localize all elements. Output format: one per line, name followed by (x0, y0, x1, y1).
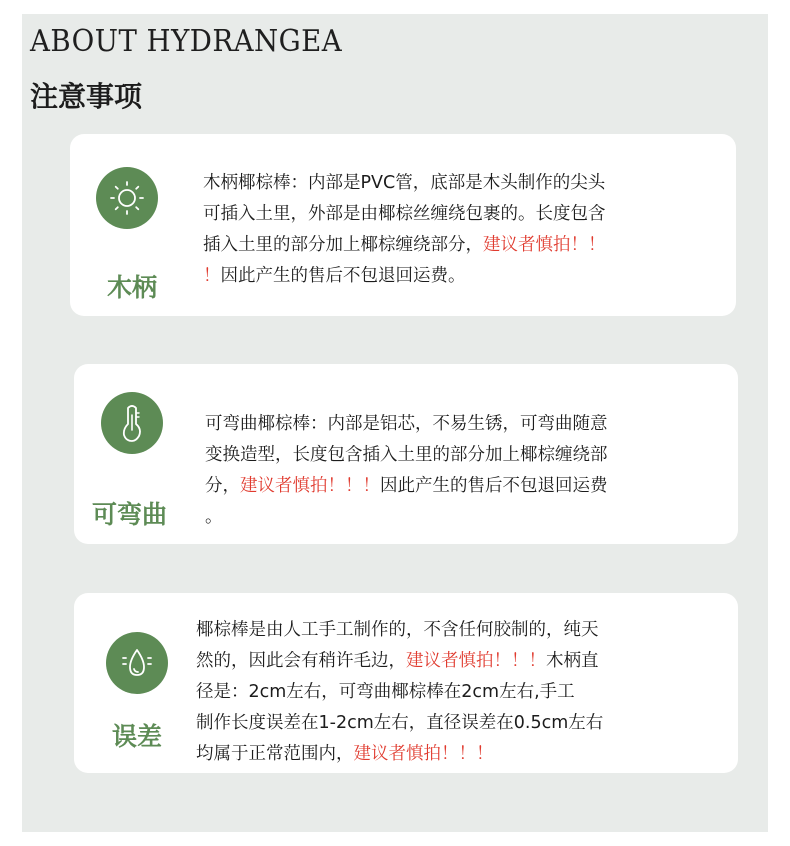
water-drop-icon (106, 632, 168, 694)
warning-text: 建议者慎拍！！！ (406, 651, 546, 671)
text-line (203, 230, 606, 261)
card-label: 可弯曲 (92, 500, 168, 529)
thermometer-icon (101, 392, 163, 454)
text-line (205, 502, 608, 533)
card-description (203, 168, 606, 292)
notice-card-tolerance (74, 593, 738, 773)
warning-text: 建议者慎拍！！！ (240, 476, 380, 496)
card-label: 误差 (112, 722, 163, 751)
brand-title: ABOUT HYDRANGEA (30, 24, 343, 59)
text-segment: 木柄直 (546, 651, 599, 671)
text-line (196, 677, 603, 708)
text-segment: 因此产生的售后不包退回运费 (380, 476, 608, 496)
text-line (196, 708, 603, 739)
warning-text: 建议者慎拍！！！ (353, 744, 494, 764)
text-segment: 均属于正常范围内， (196, 744, 354, 764)
text-segment: 木柄椰棕棒：内部是PVC管，底部是木头制作的尖头 (203, 173, 606, 193)
text-segment: 制作长度误差在1-2cm左右，直径误差在0.5cm左右 (196, 713, 604, 733)
text-segment: 变换造型，长度包含插入土里的部分加上椰棕缠绕部 (205, 445, 608, 465)
text-line (203, 168, 606, 199)
text-line (196, 739, 603, 770)
text-segment: 插入土里的部分加上椰棕缠绕部分， (203, 235, 483, 255)
text-segment: 然的，因此会有稍许毛边， (196, 651, 406, 671)
card-description (205, 409, 608, 533)
text-line (203, 261, 606, 292)
text-line (205, 471, 608, 502)
warning-text: 建议者慎拍！！ (483, 235, 606, 255)
warning-text: ！ (203, 266, 221, 286)
text-line (196, 646, 603, 677)
card-label: 木柄 (107, 273, 158, 302)
text-segment: 因此产生的售后不包退回运费。 (220, 266, 466, 286)
notice-card-bendable (74, 364, 738, 544)
text-line (203, 199, 606, 230)
text-line (196, 615, 603, 646)
text-line (205, 440, 608, 471)
text-segment: 可弯曲椰棕棒：内部是铝芯，不易生锈，可弯曲随意 (205, 414, 608, 434)
text-segment: 径是：2cm左右，可弯曲椰棕棒在2cm左右,手工 (196, 682, 575, 702)
text-segment: 分， (205, 476, 240, 496)
text-segment: 。 (205, 507, 223, 527)
notice-card-wood-handle (70, 134, 736, 316)
sun-icon (96, 167, 158, 229)
text-line (205, 409, 608, 440)
text-segment: 椰棕棒是由人工手工制作的，不含任何胶制的，纯天 (196, 620, 599, 640)
text-segment: 可插入土里，外部是由椰棕丝缠绕包裹的。长度包含 (203, 204, 606, 224)
section-title: 注意事项 (30, 80, 143, 113)
card-description (196, 615, 603, 770)
